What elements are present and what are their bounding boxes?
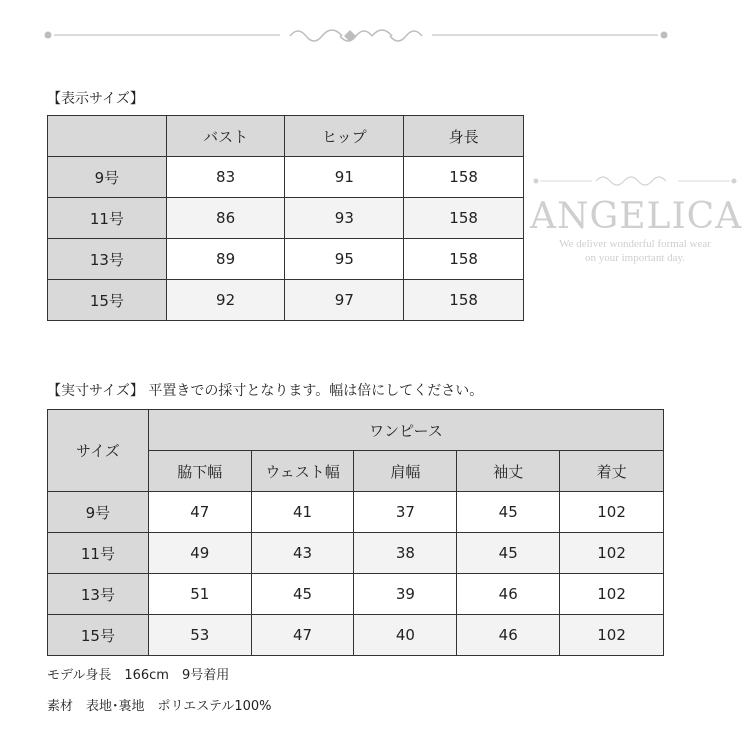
table-cell: 37 <box>354 492 457 533</box>
material-note: 素材 表地･裏地 ポリエステル100% <box>47 699 272 714</box>
table-cell: 93 <box>285 198 404 239</box>
size-label-cell: 15号 <box>48 280 167 321</box>
size-label-cell: 11号 <box>48 198 167 239</box>
table-row <box>48 615 664 656</box>
table-cell: 39 <box>354 574 457 615</box>
brand-name: ANGELICA <box>530 196 743 237</box>
table-cell: 41 <box>251 492 354 533</box>
table-cell: 86 <box>166 198 285 239</box>
table-cell: 40 <box>354 615 457 656</box>
table-row <box>48 533 664 574</box>
table-cell: 38 <box>354 533 457 574</box>
table-cell: 91 <box>285 157 404 198</box>
table-row <box>48 574 664 615</box>
size-label-cell: 11号 <box>48 533 149 574</box>
actual-size-title: 【実寸サイズ】 平置きでの採寸となります。幅は倍にしてください。 <box>47 383 484 399</box>
actual-size-table <box>47 409 664 656</box>
table-cell: 158 <box>404 239 524 280</box>
size-label-cell: 9号 <box>48 492 149 533</box>
top-ornament-divider <box>40 24 672 48</box>
group-header-cell: ワンピース <box>148 410 663 451</box>
header-cell: 身長 <box>404 116 524 157</box>
header-cell: ウェスト幅 <box>251 451 354 492</box>
display-size-title: 【表示サイズ】 <box>47 91 144 107</box>
table-cell: 49 <box>148 533 251 574</box>
table-cell: 89 <box>166 239 285 280</box>
table-cell: 45 <box>251 574 354 615</box>
size-label-cell: 15号 <box>48 615 149 656</box>
table-row <box>48 157 524 198</box>
table-cell: 46 <box>457 615 560 656</box>
table-row <box>48 198 524 239</box>
header-cell: 脇下幅 <box>148 451 251 492</box>
table-cell: 158 <box>404 157 524 198</box>
model-note: モデル身長 166cm 9号着用 <box>47 668 230 683</box>
table-cell: 51 <box>148 574 251 615</box>
table-header-row <box>48 116 524 157</box>
header-cell <box>48 116 167 157</box>
table-cell: 46 <box>457 574 560 615</box>
header-cell: 肩幅 <box>354 451 457 492</box>
brand-tagline: We deliver wonderful formal wear <box>559 238 711 250</box>
table-row <box>48 280 524 321</box>
header-cell: 着丈 <box>560 451 664 492</box>
table-cell: 102 <box>560 533 664 574</box>
header-cell: ヒップ <box>285 116 404 157</box>
display-size-table <box>47 115 524 321</box>
header-cell: バスト <box>166 116 285 157</box>
table-cell: 43 <box>251 533 354 574</box>
header-cell: 袖丈 <box>457 451 560 492</box>
table-cell: 45 <box>457 533 560 574</box>
table-header-row <box>48 410 664 451</box>
size-label-cell: 13号 <box>48 574 149 615</box>
table-cell: 45 <box>457 492 560 533</box>
table-row <box>48 492 664 533</box>
table-cell: 158 <box>404 280 524 321</box>
table-cell: 53 <box>148 615 251 656</box>
watermark-ornament <box>530 172 740 190</box>
table-row <box>48 239 524 280</box>
table-cell: 47 <box>251 615 354 656</box>
table-cell: 83 <box>166 157 285 198</box>
table-cell: 92 <box>166 280 285 321</box>
size-header-cell: サイズ <box>48 410 149 492</box>
table-cell: 97 <box>285 280 404 321</box>
table-cell: 102 <box>560 492 664 533</box>
size-label-cell: 13号 <box>48 239 167 280</box>
size-label-cell: 9号 <box>48 157 167 198</box>
table-cell: 95 <box>285 239 404 280</box>
brand-tagline: on your important day. <box>584 252 686 264</box>
table-cell: 158 <box>404 198 524 239</box>
table-cell: 102 <box>560 615 664 656</box>
table-cell: 102 <box>560 574 664 615</box>
brand-watermark <box>530 196 743 265</box>
table-cell: 47 <box>148 492 251 533</box>
